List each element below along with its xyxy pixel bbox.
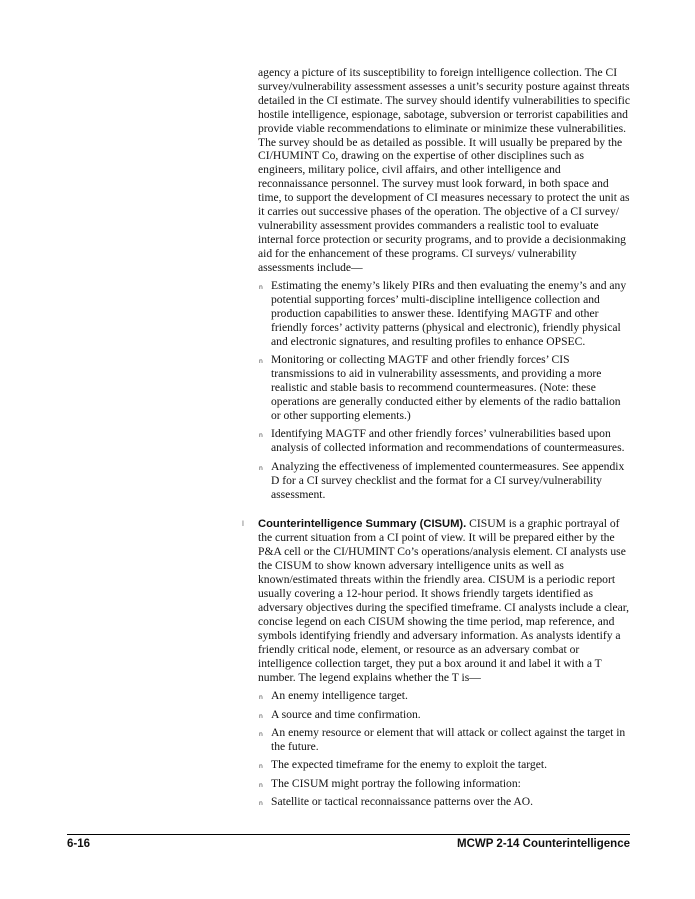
bullet-marker: n [259,358,263,366]
bullet-text: Identifying MAGTF and other friendly forces’ vulnerabilities based upon analysis of collected information and recommendations of countermeasures. [271,427,625,455]
list-item [258,427,630,455]
bullet-text: The CISUM might portray the following information: [271,776,521,790]
cisum-section [242,516,630,810]
cisum-body-text: CISUM is a graphic portrayal of the current situation from a CI point of view. It will be prepared either by the P&A cell or the CI/HUMINT Co’s operations/analysis element. CI analysts use the CISUM to show known adversary intelligence units as well as known/estimated threats within the friendly area. CISUM is a periodic report usually covering a 12-hour period. It shows friendly targets identified as adversary objectives during the specified timeframe. CI analysts include a clear, concise legend on each CISUM showing the time period, map reference, and symbols identifying friendly and adversary information. As analysts identify a friendly critical node, element, or resource as an adversary combat or intelligence collection target, they put a box around it and label it with a T number. The legend explains whether the T is— [258,516,630,684]
bullet-marker: n [259,731,263,739]
list-item [258,353,630,423]
section-marker: l [242,519,244,528]
survey-bullet-list [258,279,630,501]
publication-title: MCWP 2-14 Counterintelligence [457,838,630,850]
bullet-text: Satellite or tactical reconnaissance patterns over the AO. [271,795,534,809]
bullet-marker: n [259,464,263,472]
bullet-marker: n [259,284,263,292]
list-item [258,795,630,809]
page-number: 6-16 [67,838,91,850]
list-item [258,708,630,722]
footer-divider [67,834,630,835]
list-item [258,279,630,349]
bullet-marker: n [259,694,263,702]
list-item [258,777,630,791]
bullet-text: Monitoring or collecting MAGTF and other friendly forces’ CIS transmissions to aid in vulnerability assessments, and providing a more realistic and stable basis to recommend countermeasures. (Note: these operations are generally conducted either by elements of the radio battalion or other supporting elements.) [271,353,621,422]
list-item [258,758,630,772]
list-item [258,460,630,502]
main-text-column [242,66,630,809]
bullet-marker: n [259,763,263,771]
bullet-text: A source and time confirmation. [271,707,421,721]
bullet-marker: n [259,432,263,440]
bullet-text: The expected timeframe for the enemy to exploit the target. [271,758,547,772]
bullet-text: Estimating the enemy’s likely PIRs and then evaluating the enemy’s and any potential supporting forces’ multi-discipline intelligence collection and production capabilities to answer these. Identifying MAGTF and other friendly forces’ activity patterns (physical and electronic), friendly physical and electronic signatures, and resulting profiles to enhance OPSEC. [271,279,627,348]
cisum-paragraph [258,517,630,685]
bullet-text: Analyzing the effectiveness of implemented countermeasures. See appendix D for a CI survey checklist and the format for a CI survey/vulnerability assessment. [271,459,625,501]
bullet-marker: n [259,712,263,720]
intro-paragraph: agency a picture of its susceptibility to foreign intelligence collection. The CI survey/vulnerability assessment assesses a unit’s security posture against threats detailed in the CI estimate. The survey should identify vulnerabilities to specific hostile intelligence, espionage, sabotage, subversion or terrorist capabilities and provide viable recommendations to eliminate or minimize these vulnerabilities. The survey should be as detailed as possible. It will usually be prepared by the CI/HUMINT Co, drawing on the expertise of other disciplines such as engineers, military police, civil affairs, and other intelligence and reconnaissance personnel. The survey must look forward, in both space and time, to support the development of CI measures necessary to protect the unit as it carries out successive phases of the operation. The objective of a CI survey/ vulnerability assessment provides commanders a realistic tool to evaluate internal force protection or security programs, and to provide a decisionmaking aid for the enhancement of these programs. CI surveys/ vulnerability assessments include— [258,66,630,274]
bullet-marker: n [259,781,263,789]
cisum-heading: Counterintelligence Summary (CISUM). [258,517,467,530]
list-item [258,689,630,703]
list-item [258,726,630,754]
bullet-text: An enemy resource or element that will attack or collect against the target in the future. [271,726,626,753]
cisum-bullet-list [258,689,630,809]
bullet-text: An enemy intelligence target. [271,689,408,703]
bullet-marker: n [259,800,263,808]
